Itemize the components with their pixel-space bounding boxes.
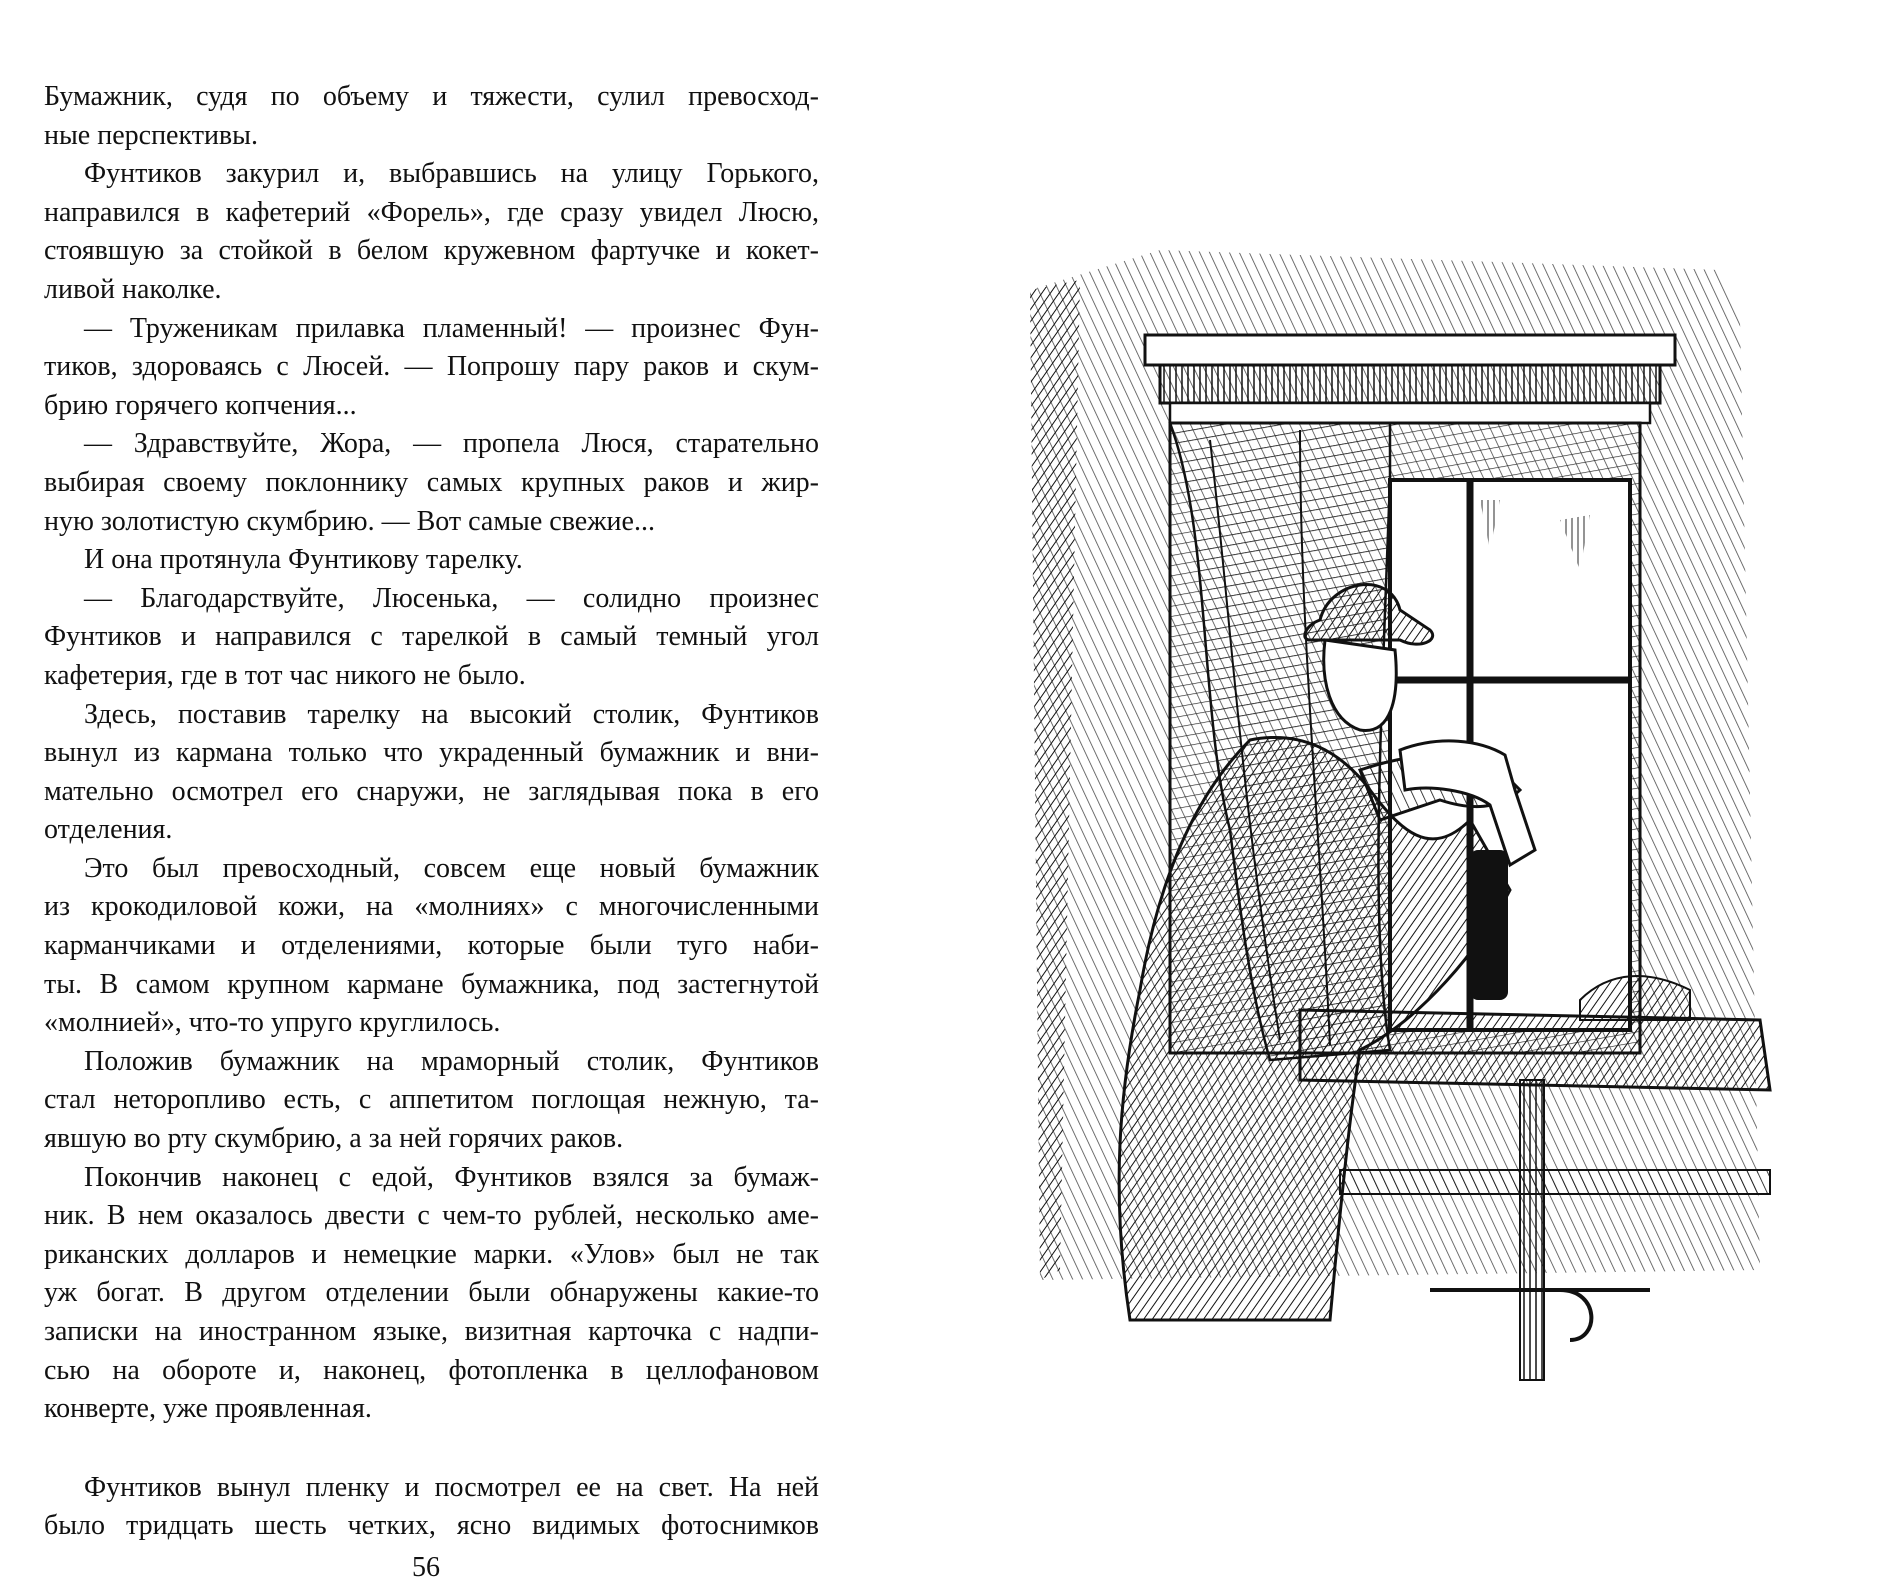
window-cornice bbox=[1145, 335, 1675, 423]
text-line: карманчиками и отделениями, которые были туго наби- bbox=[44, 930, 819, 962]
counter-table bbox=[1300, 976, 1770, 1380]
text-line: — Здравствуйте, Жора, — пропела Люся, старательно bbox=[84, 428, 819, 460]
text-line: Фунтиков вынул пленку и посмотрел ее на свет. На ней bbox=[84, 1471, 819, 1503]
text-line: ливой наколке. bbox=[44, 273, 222, 305]
text-line: Здесь, поставив тарелку на высокий столик, Фунтиков bbox=[84, 698, 819, 730]
text-line: Покончив наконец с едой, Фунтиков взялся за бумаж- bbox=[84, 1161, 819, 1193]
text-line: мательно осмотрел его снаружи, не заглядывая пока в его bbox=[44, 775, 819, 807]
text-line: отделения. bbox=[44, 814, 173, 846]
text-line: выбирая своему поклоннику самых крупных раков и жир- bbox=[44, 466, 819, 498]
text-line: Фунтиков и направился с тарелкой в самый темный угол bbox=[44, 621, 819, 653]
text-line: — Благодарствуйте, Люсенька, — солидно произнес bbox=[84, 582, 819, 614]
text-line: Это был превосходный, совсем еще новый бумажник bbox=[84, 852, 819, 884]
section-gap bbox=[44, 1429, 819, 1469]
page-number: 56 bbox=[412, 1552, 440, 1583]
text-line: направился в кафетерий «Форель», где сразу увидел Люсю, bbox=[44, 196, 819, 228]
text-line: из крокодиловой кожи, на «молниях» с многочисленными bbox=[44, 891, 819, 923]
text-line: явшую во рту скумбрию, а за ней горячих раков. bbox=[44, 1123, 624, 1155]
text-line: записки на иностранном языке, визитная карточка с надпи- bbox=[44, 1316, 819, 1347]
text-line: вынул из кармана только что украденный бумажник и вни- bbox=[44, 737, 819, 769]
text-line: ты. В самом крупном кармане бумажника, под застегнутой bbox=[44, 968, 819, 1000]
text-line: риканских долларов и немецкие марки. «Улов» был не так bbox=[44, 1238, 819, 1270]
text-line: стоявшую за стойкой в белом кружевном фартучке и кокет- bbox=[44, 235, 819, 267]
text-line: И она протянула Фунтикову тарелку. bbox=[84, 544, 523, 576]
text-line: ную золотистую скумбрию. — Вот самые свежие... bbox=[44, 505, 655, 537]
text-line: Положив бумажник на мраморный столик, Фунтиков bbox=[84, 1045, 819, 1077]
text-line: кафетерия, где в тот час никого не было. bbox=[44, 659, 526, 691]
text-line: Фунтиков закурил и, выбравшись на улицу Горького, bbox=[84, 158, 819, 190]
text-line: брию горячего копчения... bbox=[44, 389, 357, 421]
text-line: «молнией», что-то упруго круглилось. bbox=[44, 1007, 501, 1039]
illustration-man-at-window bbox=[1000, 230, 1820, 1450]
text-line: ник. В нем оказалось двести с чем-то рублей, несколько аме- bbox=[44, 1200, 819, 1232]
text-line: тиков, здороваясь с Люсей. — Попрошу пару раков и скум- bbox=[44, 351, 819, 383]
text-line: было тридцать шесть четких, ясно видимых фотоснимков bbox=[44, 1510, 819, 1542]
text-line: — Труженикам прилавка пламенный! — произнес Фун- bbox=[84, 312, 819, 344]
text-line: уж богат. В другом отделении были обнаружены какие-то bbox=[44, 1277, 819, 1309]
text-line: сью на обороте и, наконец, фотопленка в целлофановом bbox=[44, 1354, 819, 1386]
text-line: ные перспективы. bbox=[44, 119, 258, 151]
text-column bbox=[44, 78, 819, 1546]
text-line: стал неторопливо есть, с аппетитом поглощая нежную, та- bbox=[44, 1084, 819, 1116]
text-line: Бумажник, судя по объему и тяжести, сулил превосход- bbox=[44, 81, 819, 112]
text-line: конверте, уже проявленная. bbox=[44, 1393, 372, 1425]
bottle bbox=[1470, 850, 1508, 1000]
